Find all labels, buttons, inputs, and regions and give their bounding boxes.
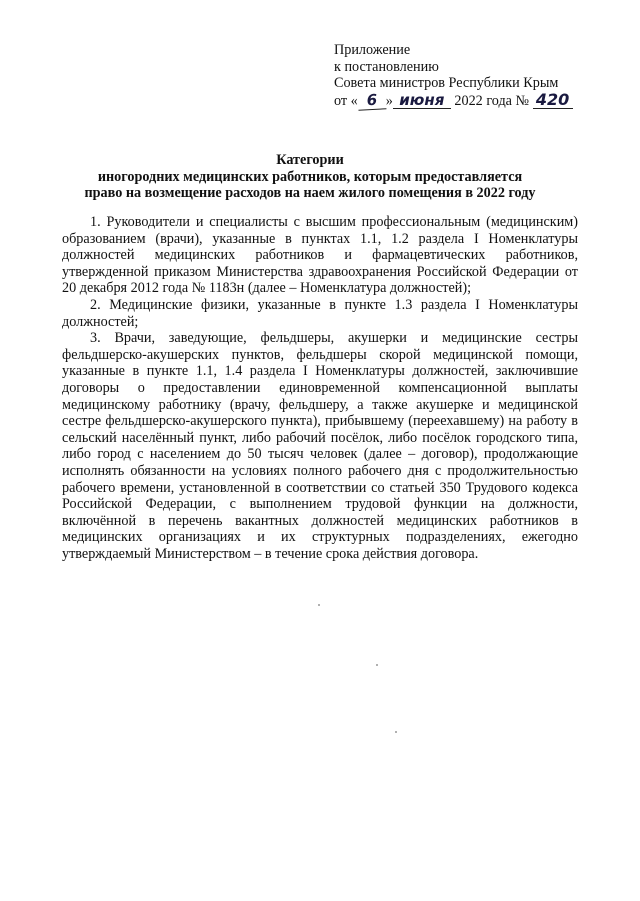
appendix-decree-label: к постановлению <box>334 58 439 75</box>
appendix-label: Приложение <box>334 42 411 58</box>
appendix-council-label: Совета министров Республики Крым <box>334 75 559 91</box>
list-item-3: 3. Врачи, заведующие, фельдшеры, акушерки и медицинские сестры фельдшерско-акушерских пунктов, фельдшеры скорой медицинской помощи, указанные в пункте 1.1, 1.4 раздела I Номенклатуры должностей, заключившие договоры о предоставлении единовременной компенсационной выплаты медицинскому работнику (врачу, фельдшеру, а также акушерке и медицинской сестре фельдшерско-акушерского пункта), прибывшему (переехавшему) на работу в сельский населённый пункт, либо рабочий посёлок, либо посёлок городского типа, либо город с населением до 50 тысяч человек (далее – договор), продолжающие исполнять обязанности на условиях полного рабочего дня с продолжительностью рабочего времени, установленной в соответствии со статьей 350 Трудового кодекса Российской Федерации, с выполнением трудовой функции на должности, включённой в перечень вакантных должностей медицинских работников в медицинских организациях и их структурных подразделениях, ежегодно утверждаемый Министерством – в течение срока действия договора. <box>62 330 578 562</box>
scan-speck <box>395 731 397 733</box>
date-mid: » <box>385 92 393 109</box>
handwritten-doc-number: 420 <box>533 92 573 110</box>
handwritten-month: июня <box>393 92 451 110</box>
list-item-1: 1. Руководители и специалисты с высшим профессиональным (медицинским) образованием (врачи), указанные в пунктах 1.1, 1.2 раздела I Номенклатуры должностей медицинских работников и фармацевтических работников, утвержденной приказом Министерства здравоохранения Российской Федерации от 20 декабря 2012 года № 1183н (далее – Номенклатура должностей); <box>62 214 578 297</box>
appendix-header <box>334 42 573 109</box>
document-title <box>40 152 580 202</box>
document-body <box>62 214 578 562</box>
title-line-1: Категории <box>276 152 344 168</box>
scan-speck <box>318 604 320 606</box>
date-prefix: от « <box>334 92 358 109</box>
title-line-3: право на возмещение расходов на наем жилого помещения в 2022 году <box>84 185 536 201</box>
scan-speck <box>376 664 378 666</box>
date-year: 2022 года № <box>450 92 530 109</box>
appendix-date-line <box>334 89 573 110</box>
list-item-2: 2. Медицинские физики, указанные в пункте 1.3 раздела I Номенклатуры должностей; <box>62 296 578 330</box>
handwritten-day: 6 <box>357 91 386 110</box>
title-line-2: иногородних медицинских работников, которым предоставляется <box>97 168 523 185</box>
